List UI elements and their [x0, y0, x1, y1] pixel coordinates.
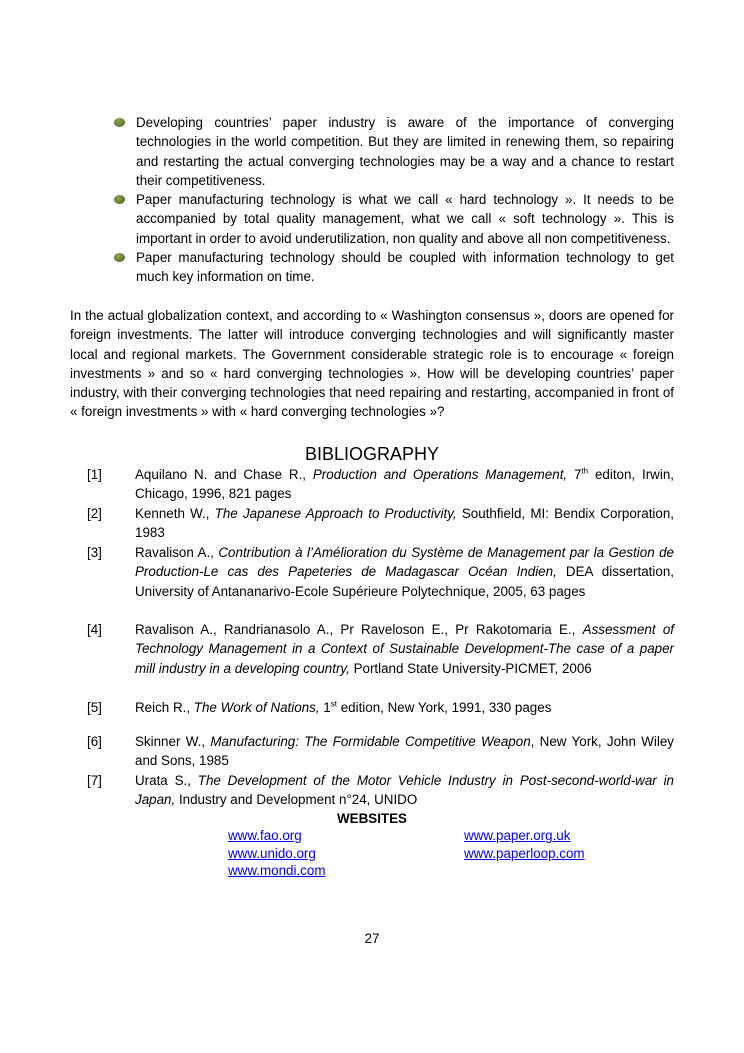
bullet-dot-icon — [114, 253, 125, 262]
bullet-item — [112, 113, 674, 190]
ref-edition-suffix: th — [581, 466, 589, 476]
page-number: 27 — [364, 931, 380, 946]
ref-details: Portland State University-PICMET, 2006 — [349, 660, 592, 676]
ref-number: [6] — [87, 734, 102, 749]
ref-edition: 7 — [567, 467, 582, 482]
bibliography-entry — [70, 543, 674, 601]
ref-title: The Development of the Motor Vehicle Industry in Post-second-world-war in Japan, — [135, 773, 674, 808]
ref-number: [7] — [87, 773, 102, 788]
ref-number: [4] — [87, 622, 102, 637]
ref-title: Production and Operations Management, — [312, 467, 568, 482]
ref-details: Industry and Development n°24, UNIDO — [175, 792, 418, 808]
ref-authors: Kenneth W., — [135, 506, 215, 521]
ref-authors: Ravalison A., Randrianasolo A., Pr Raveloson E., Pr Rakotomaria E., — [135, 622, 583, 637]
website-link-fao[interactable]: www.fao.org — [228, 828, 302, 843]
bullet-text: Developing countries’ paper industry is aware of the importance of converging technologies in the world competition. But they are limited in renewing them, so repairing and restarting the actual converging technologies may be a way and a chance to restart their competitiveness. — [136, 115, 674, 188]
ref-title: Assessment of Technology Management in a Context of Sustainable Development-The case of a paper mill industry in a developing country, — [135, 622, 674, 676]
ref-authors: Skinner W., — [135, 734, 211, 749]
websites-title: WEBSITES — [337, 811, 407, 826]
bullet-item — [112, 248, 674, 287]
ref-details: editon, Irwin, Chicago, 1996, 821 pages — [135, 467, 674, 502]
bullet-dot-icon — [114, 118, 125, 127]
ref-edition-suffix: st — [330, 699, 337, 709]
bibliography-entry — [70, 465, 674, 504]
website-link-mondi[interactable]: www.mondi.com — [228, 863, 326, 878]
ref-authors: Aquilano N. and Chase R., — [135, 467, 313, 482]
ref-details: edition, New York, 1991, 330 pages — [336, 700, 552, 715]
bibliography-entry — [70, 771, 674, 810]
ref-edition: 1 — [319, 700, 331, 715]
ref-title: Contribution à l’Amélioration du Système de Management par la Gestion de Production-Le cas des Papeteries de Madagascar Océan Indien, — [135, 545, 675, 580]
ref-number: [1] — [87, 467, 102, 482]
ref-number: [2] — [87, 506, 102, 521]
ref-title: The Work of Nations, — [193, 700, 320, 715]
bibliography-entry — [70, 620, 674, 678]
ref-details: , New York, John Wiley and Sons, 1985 — [135, 734, 674, 769]
bullet-text: Paper manufacturing technology is what we call « hard technology ». It needs to be accompanied by total quality management, what we call « soft technology ». This is important in order to avoid underutilization, non quality and above all non competitiveness. — [136, 192, 674, 246]
ref-title: The Japanese Approach to Productivity, — [214, 506, 457, 521]
bullet-list — [112, 113, 674, 287]
website-link-unido[interactable]: www.unido.org — [228, 846, 316, 861]
bullet-text: Paper manufacturing technology should be coupled with information technology to get much key information on time. — [136, 250, 674, 285]
bullet-dot-icon — [114, 195, 125, 204]
website-link-paper-org[interactable]: www.paper.org.uk — [464, 828, 571, 843]
bibliography-entry — [70, 698, 674, 717]
ref-number: [3] — [87, 545, 102, 560]
bibliography-title: BIBLIOGRAPHY — [304, 444, 440, 464]
bibliography-entry — [70, 732, 674, 771]
ref-title: Manufacturing: The Formidable Competitive Weapon — [210, 734, 531, 749]
bullet-item — [112, 190, 674, 248]
bibliography-entry — [70, 504, 674, 543]
ref-authors: Reich R., — [135, 700, 194, 715]
ref-authors: Ravalison A., — [135, 545, 219, 560]
ref-details: Southfield, MI: Bendix Corporation, 1983 — [135, 506, 674, 541]
body-paragraph: In the actual globalization context, and according to « Washington consensus », doors are opened for foreign investments. The latter will introduce converging technologies and will significantly master local and regional markets. The Government considerable strategic role is to encourage « foreign investments » and so « hard converging technologies ». How will be developing countries’ paper industry, with their converging technologies that need repairing and restarting, accompanied in front of « foreign investments » with « hard converging technologies »? — [70, 308, 674, 420]
website-link-paperloop[interactable]: www.paperloop.com — [464, 846, 585, 861]
ref-details: DEA dissertation, University of Antananarivo-Ecole Supérieure Polytechnique, 2005, 63 pages — [135, 564, 674, 599]
ref-authors: Urata S., — [135, 773, 198, 788]
ref-number: [5] — [87, 700, 102, 715]
